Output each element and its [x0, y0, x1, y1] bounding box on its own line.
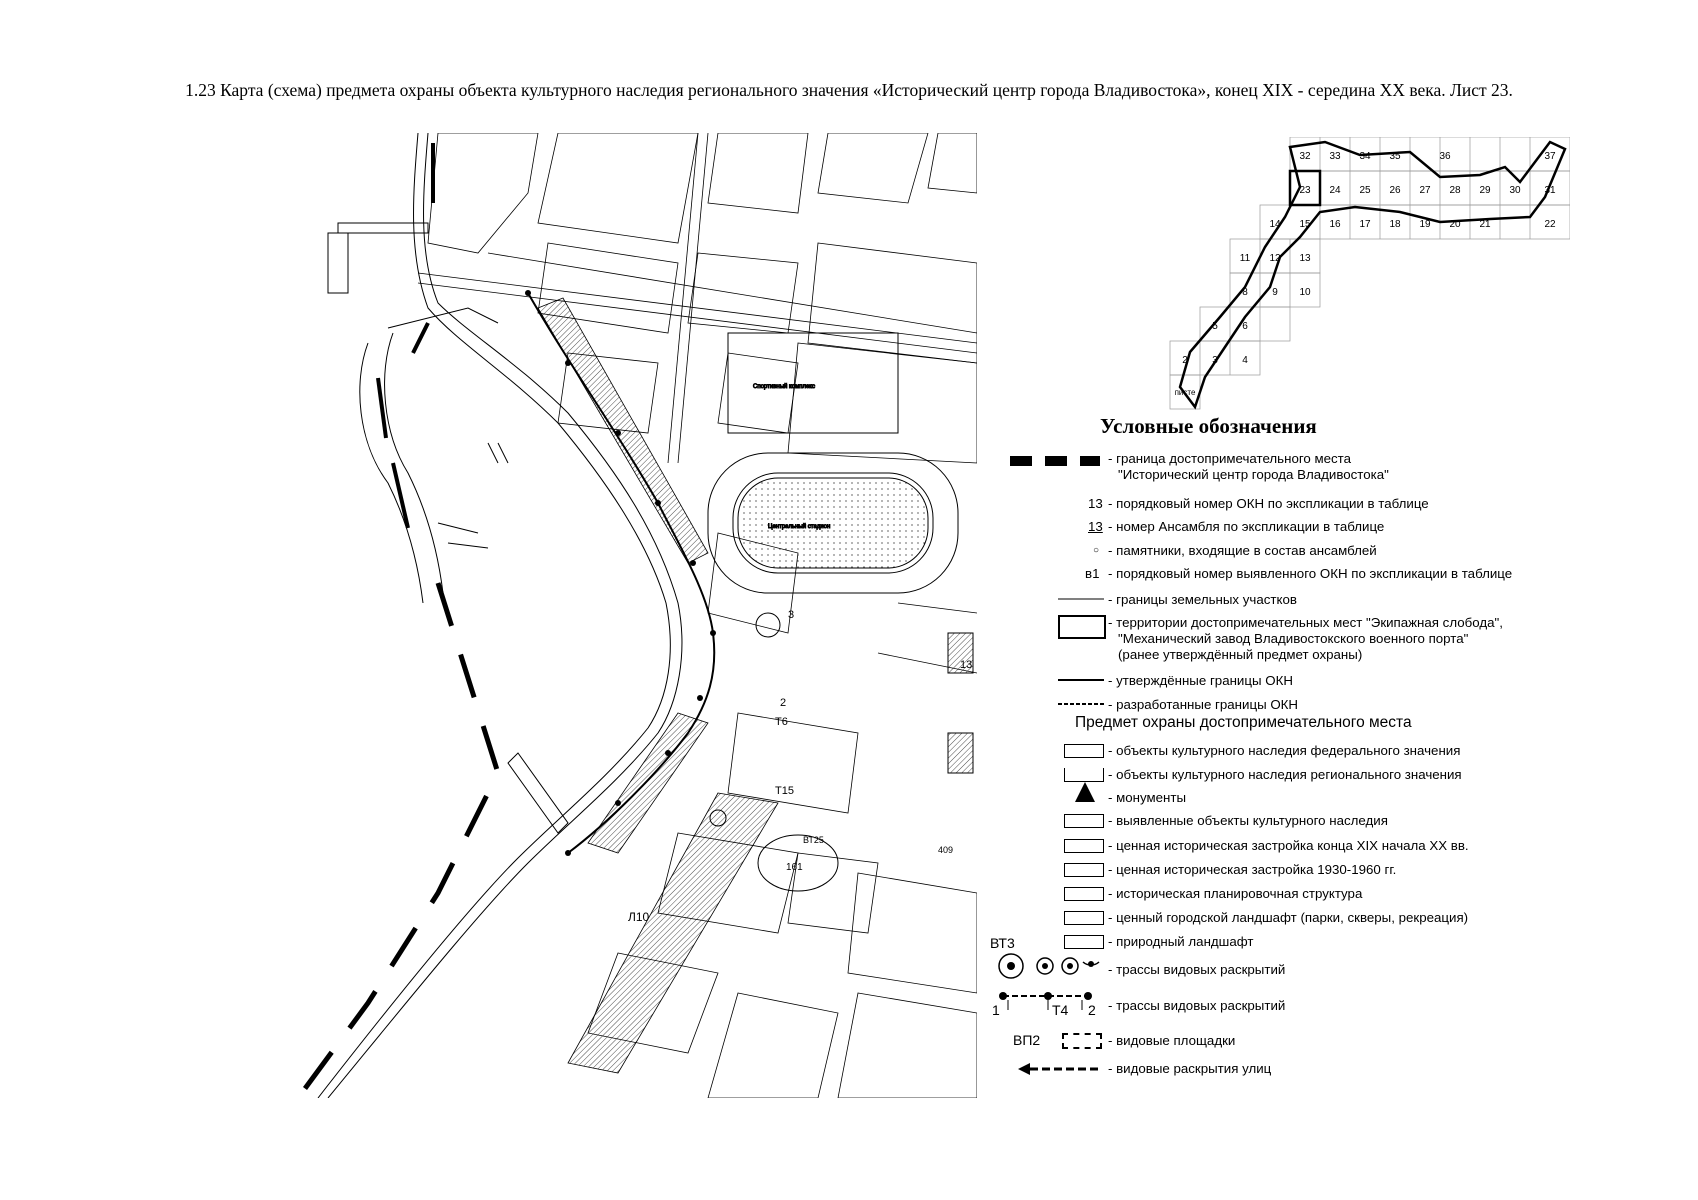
- svg-text:36: 36: [1439, 151, 1451, 162]
- legend-prefix: ○: [1093, 545, 1100, 556]
- view-route: [528, 293, 714, 853]
- legend-land-plots: - границы земельных участков: [1108, 592, 1297, 607]
- legend-sites-2: "Механический завод Владивостокского военного порта": [1118, 631, 1469, 646]
- svg-text:17: 17: [1359, 219, 1371, 230]
- map-label: Т15: [775, 785, 794, 797]
- stadium: [708, 453, 958, 593]
- svg-text:24: 24: [1329, 185, 1341, 196]
- legend-sites: - территории достопримечательных мест "Экипажная слобода",: [1108, 615, 1503, 630]
- legend-subhead: Предмет охраны достопримечательного места: [1075, 714, 1412, 731]
- historic-1930-swatch: [1064, 863, 1104, 877]
- boundary-swatch: [1010, 454, 1105, 468]
- landscape-natural-swatch: [1064, 935, 1104, 949]
- svg-text:33: 33: [1329, 151, 1341, 162]
- svg-text:25: 25: [1359, 185, 1371, 196]
- svg-text:35: 35: [1389, 151, 1401, 162]
- svg-text:32: 32: [1299, 151, 1311, 162]
- svg-text:10: 10: [1299, 287, 1311, 298]
- legend-title: Условные обозначения: [1100, 414, 1317, 438]
- route-prefix-a: 1: [992, 1002, 1000, 1018]
- viewpoint-prefix: ВП2: [1013, 1032, 1041, 1048]
- viewpoint-swatch: [1062, 1033, 1102, 1049]
- svg-text:11: 11: [1239, 253, 1251, 264]
- map-label: Л10: [628, 910, 650, 924]
- map-label: Т6: [775, 716, 788, 728]
- legend-prefix: 13: [1088, 496, 1103, 511]
- legend-landscape-natural: - природный ландшафт: [1108, 934, 1254, 949]
- svg-text:16: 16: [1329, 219, 1341, 230]
- svg-text:18: 18: [1389, 219, 1401, 230]
- legend-historic-1930: - ценная историческая застройка 1930-1960 гг.: [1108, 862, 1397, 877]
- legend-monuments: - монументы: [1108, 790, 1187, 805]
- svg-text:2: 2: [1182, 355, 1188, 366]
- svg-text:27: 27: [1419, 185, 1431, 196]
- sheet-index-map: [1150, 137, 1570, 417]
- legend-federal: - объекты культурного наследия федерального значения: [1108, 743, 1461, 758]
- route-prefix-c: 2: [1088, 1002, 1096, 1018]
- legend-developed: - разработанные границы ОКН: [1108, 697, 1299, 712]
- main-map[interactable]: [238, 133, 977, 1098]
- legend-prefix: 13: [1088, 519, 1103, 534]
- page-title: 1.23 Карта (схема) предмета охраны объекта культурного наследия регионального значения «Исторический центр города Владивостока», конец XIX - середина XX века. Лист 23.: [185, 80, 1513, 100]
- legend-approved: - утверждённые границы ОКН: [1108, 673, 1293, 688]
- legend-panoramas: - трассы видовых раскрытий: [1108, 962, 1286, 977]
- svg-text:34: 34: [1359, 151, 1371, 162]
- identified-swatch: [1064, 814, 1104, 828]
- svg-text:12: 12: [1269, 253, 1281, 264]
- legend-okn-number: - порядковый номер ОКН по экспликации в таблице: [1108, 496, 1429, 511]
- legend-sites-3: (ранее утверждённый предмет охраны): [1118, 647, 1363, 662]
- legend-ensemble-monuments: - памятники, входящие в состав ансамблей: [1108, 543, 1377, 558]
- landscape-urban-swatch: [1064, 911, 1104, 925]
- federal-swatch: [1064, 744, 1104, 758]
- street-view-icon: [1018, 1062, 1104, 1076]
- svg-text:Центральный стадион: Центральный стадион: [768, 524, 831, 530]
- panorama-prefix: ВТ3: [990, 935, 1015, 951]
- svg-text:14: 14: [1269, 219, 1281, 230]
- svg-text:19: 19: [1419, 219, 1431, 230]
- svg-text:26: 26: [1389, 185, 1401, 196]
- panorama-icon: [995, 952, 1100, 982]
- sites-swatch: [1058, 615, 1106, 639]
- monument-icon: [1075, 782, 1095, 804]
- svg-text:4: 4: [1242, 355, 1248, 366]
- view-route-icon: [998, 988, 1098, 1012]
- street-grid: [418, 133, 977, 463]
- historic-xix-swatch: [1064, 839, 1104, 853]
- route-prefix-b: Т4: [1052, 1002, 1069, 1018]
- boundary-dashed: [298, 583, 498, 1098]
- legend-viewpoints: - видовые площадки: [1108, 1033, 1236, 1048]
- svg-text:29: 29: [1479, 185, 1491, 196]
- svg-text:20: 20: [1449, 219, 1461, 230]
- legend-identified-number: - порядковый номер выявленного ОКН по экспликации в таблице: [1108, 566, 1513, 581]
- legend-regional: - объекты культурного наследия регионального значения: [1108, 767, 1462, 782]
- legend-planning: - историческая планировочная структура: [1108, 886, 1363, 901]
- map-label: 3: [788, 609, 795, 621]
- svg-text:5: 5: [1212, 321, 1218, 332]
- svg-text:21: 21: [1479, 219, 1491, 230]
- svg-text:3: 3: [1212, 355, 1218, 366]
- svg-text:Спортивный комплекс: Спортивный комплекс: [753, 384, 815, 390]
- svg-text:31: 31: [1544, 185, 1556, 196]
- svg-text:15: 15: [1299, 219, 1311, 230]
- svg-text:13: 13: [1299, 253, 1311, 264]
- bay-shore: [318, 133, 682, 1098]
- svg-text:6: 6: [1242, 321, 1248, 332]
- map-label: ВТ25: [803, 835, 824, 845]
- legend-boundary-2: "Исторический центр города Владивостока": [1118, 467, 1389, 482]
- planning-swatch: [1064, 887, 1104, 901]
- legend-identified: - выявленные объекты культурного наследия: [1108, 813, 1388, 828]
- district-outline: [1180, 142, 1565, 407]
- legend-prefix: в1: [1085, 566, 1100, 581]
- svg-text:28: 28: [1449, 185, 1461, 196]
- map-label: 409: [938, 845, 954, 855]
- svg-text:9: 9: [1272, 287, 1278, 298]
- svg-text:30: 30: [1509, 185, 1521, 196]
- embankment-heavy: [378, 143, 433, 528]
- legend-street-views: - видовые раскрытия улиц: [1108, 1061, 1272, 1076]
- legend-ensemble-number: - номер Ансамбля по экспликации в таблице: [1108, 519, 1385, 534]
- svg-text:23: 23: [1299, 185, 1311, 196]
- regional-swatch: [1064, 768, 1104, 782]
- legend-boundary: - граница достопримечательного места: [1108, 451, 1352, 466]
- map-label: 2: [780, 697, 787, 709]
- svg-text:8: 8: [1242, 287, 1248, 298]
- map-label: 161: [786, 862, 803, 873]
- svg-text:37: 37: [1544, 151, 1556, 162]
- svg-text:писте: писте: [1174, 388, 1196, 397]
- legend-view-routes: - трассы видовых раскрытий: [1108, 998, 1286, 1013]
- legend-historic-xix: - ценная историческая застройка конца XIX начала XX вв.: [1108, 838, 1469, 853]
- svg-text:22: 22: [1544, 219, 1556, 230]
- view-route-points: [525, 290, 716, 856]
- legend-landscape-urban: - ценный городской ландшафт (парки, скверы, рекреация): [1108, 910, 1469, 925]
